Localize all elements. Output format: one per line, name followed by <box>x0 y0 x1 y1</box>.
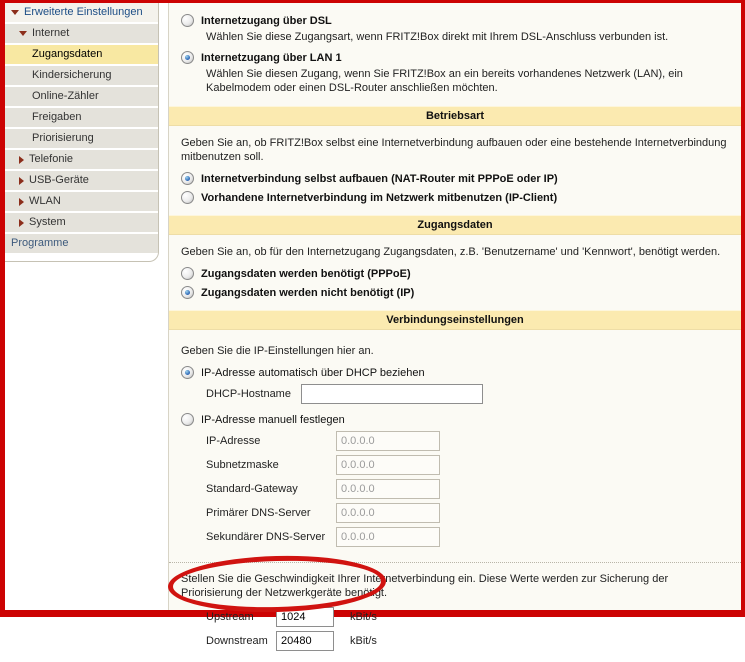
radio-description: Wählen Sie diesen Zugang, wenn Sie FRITZ!Box an ein bereits vorhandenes Netzwerk (LAN), ein Kabelmodem oder einen DSL-Router anschließen möchten. <box>206 68 683 94</box>
sidebar-item-telefonie[interactable] <box>5 150 158 169</box>
sidebar-item-kindersicherung[interactable] <box>5 66 158 85</box>
primaerer-dns-label: Primärer DNS-Server <box>206 506 311 519</box>
sidebar-item-system[interactable] <box>5 213 158 232</box>
section-header-verbindungseinstellungen: Verbindungseinstellungen <box>169 310 741 330</box>
upstream-label: Upstream <box>206 610 254 623</box>
betriebsart-section <box>169 126 741 215</box>
standard-gateway-label: Standard-Gateway <box>206 482 298 495</box>
radio-label[interactable]: IP-Adresse automatisch über DHCP beziehen <box>201 367 425 379</box>
radio-zugangsdaten-benoetigt[interactable] <box>181 267 194 280</box>
sekundaerer-dns-input[interactable] <box>336 527 440 547</box>
verbindung-intro: Geben Sie die IP-Einstellungen hier an. <box>181 345 374 357</box>
sidebar-item-freigaben[interactable] <box>5 108 158 127</box>
dhcp-hostname-label: DHCP-Hostname <box>206 387 291 400</box>
radio-description: Wählen Sie diese Zugangsart, wenn FRITZ!Box direkt mit Ihrem DSL-Anschluss verbunden ist. <box>206 31 669 43</box>
subnetzmaske-input[interactable] <box>336 455 440 475</box>
sidebar-panel <box>5 3 159 262</box>
downstream-label: Downstream <box>206 634 268 647</box>
radio-label[interactable]: Vorhandene Internetverbindung im Netzwerk mitbenutzen (IP-Client) <box>201 192 558 204</box>
sidebar-item-label: Erweiterte Einstellungen <box>24 6 143 18</box>
downstream-input[interactable] <box>276 631 334 651</box>
sidebar-item-internet[interactable] <box>5 24 158 43</box>
chevron-right-icon <box>19 156 24 164</box>
radio-ip-client[interactable] <box>181 191 194 204</box>
sidebar-item-label: Freigaben <box>32 111 82 123</box>
radio-internetzugang-lan1[interactable] <box>181 51 194 64</box>
chevron-down-icon <box>11 10 19 15</box>
zugangsdaten-section <box>169 235 741 310</box>
radio-label[interactable]: Internetverbindung selbst aufbauen (NAT-Router mit PPPoE oder IP) <box>201 173 558 185</box>
ip-adresse-input[interactable] <box>336 431 440 451</box>
sidebar-item-usb-geraete[interactable] <box>5 171 158 190</box>
access-type-section <box>169 3 741 106</box>
sidebar-item-priorisierung[interactable] <box>5 129 158 148</box>
sidebar-item-label: Programme <box>11 237 69 249</box>
downstream-unit: kBit/s <box>350 634 377 647</box>
radio-label[interactable]: Internetzugang über LAN 1 <box>201 52 342 64</box>
sidebar-item-erweiterte-einstellungen[interactable] <box>5 3 158 22</box>
standard-gateway-input[interactable] <box>336 479 440 499</box>
ip-adresse-label: IP-Adresse <box>206 434 261 447</box>
sidebar-item-label: System <box>29 216 66 228</box>
sidebar-item-label: Internet <box>32 27 70 39</box>
subnetzmaske-label: Subnetzmaske <box>206 458 279 471</box>
radio-zugangsdaten-nicht-benoetigt[interactable] <box>181 286 194 299</box>
main-content <box>168 3 741 647</box>
radio-internetzugang-dsl[interactable] <box>181 14 194 27</box>
sidebar-item-zugangsdaten[interactable] <box>5 45 158 64</box>
sidebar-item-label: Kindersicherung <box>32 69 112 81</box>
speed-section <box>169 563 741 662</box>
sidebar-item-label: Zugangsdaten <box>32 48 103 60</box>
sidebar-item-wlan[interactable] <box>5 192 158 211</box>
zugangsdaten-intro: Geben Sie an, ob für den Internetzugang Zugangsdaten, z.B. 'Benutzername' und 'Kennwort', benötigt werden. <box>181 246 721 258</box>
sidebar-item-label: Priorisierung <box>32 132 94 144</box>
speed-intro: Stellen Sie die Geschwindigkeit Ihrer Internetverbindung ein. Diese Werte werden zur Sicherung der Priorisierung der Netzwerkgeräte benötigt. <box>181 573 669 599</box>
radio-label[interactable]: Zugangsdaten werden nicht benötigt (IP) <box>201 287 415 299</box>
sidebar-item-online-zaehler[interactable] <box>5 87 158 106</box>
radio-ip-manuell[interactable] <box>181 413 194 426</box>
radio-nat-router[interactable] <box>181 172 194 185</box>
primaerer-dns-input[interactable] <box>336 503 440 523</box>
verbindungseinstellungen-section <box>169 330 741 558</box>
section-header-betriebsart: Betriebsart <box>169 106 741 126</box>
sidebar-item-label: USB-Geräte <box>29 174 89 186</box>
radio-dhcp-automatisch[interactable] <box>181 366 194 379</box>
radio-label[interactable]: Internetzugang über DSL <box>201 15 332 27</box>
section-header-zugangsdaten: Zugangsdaten <box>169 215 741 235</box>
radio-label[interactable]: Zugangsdaten werden benötigt (PPPoE) <box>201 268 411 280</box>
chevron-right-icon <box>19 177 24 185</box>
chevron-down-icon <box>19 31 27 36</box>
sekundaerer-dns-label: Sekundärer DNS-Server <box>206 530 326 543</box>
sidebar <box>5 3 168 610</box>
upstream-unit: kBit/s <box>350 610 377 623</box>
sidebar-item-label: Telefonie <box>29 153 74 165</box>
upstream-input[interactable] <box>276 607 334 627</box>
chevron-right-icon <box>19 198 24 206</box>
sidebar-item-label: Online-Zähler <box>32 90 99 102</box>
dhcp-hostname-input[interactable] <box>301 384 483 404</box>
betriebsart-intro: Geben Sie an, ob FRITZ!Box selbst eine Internetverbindung aufbauen oder eine bestehende Internetverbindung mitbenutzen soll. <box>181 137 727 163</box>
chevron-right-icon <box>19 219 24 227</box>
sidebar-item-label: WLAN <box>29 195 61 207</box>
radio-label[interactable]: IP-Adresse manuell festlegen <box>201 414 345 426</box>
sidebar-item-programme[interactable] <box>5 234 158 253</box>
